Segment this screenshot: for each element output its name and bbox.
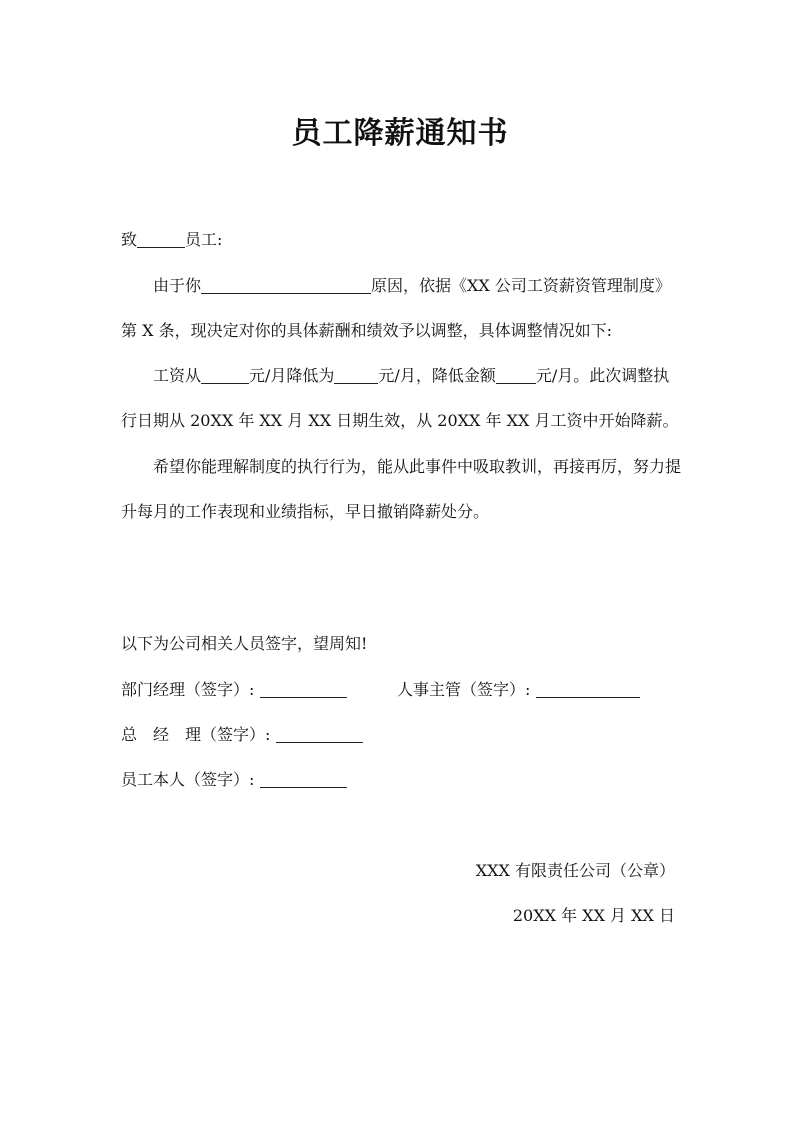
document-date-line	[513, 905, 675, 927]
dept-manager-signature-line	[121, 679, 347, 701]
new-salary-blank[interactable]	[334, 367, 378, 384]
salutation-suffix: 员工:	[185, 230, 223, 249]
employee-label: 员工本人（签字）:	[121, 770, 255, 789]
paragraph1-line2	[121, 320, 612, 342]
p1-text-b: 原因，依据《XX 公司工资薪资管理制度》	[371, 276, 671, 295]
signature-intro	[121, 633, 367, 655]
p2-text-b: 元/月降低为	[249, 366, 335, 385]
salutation-line	[121, 229, 222, 251]
general-manager-label: 总 经 理（签字）:	[121, 725, 271, 744]
hr-manager-signature-line	[397, 679, 640, 701]
p2-text-c: 元/月，降低金额	[378, 366, 496, 385]
general-manager-signature-line	[121, 724, 363, 746]
signature-intro-text: 以下为公司相关人员签字，望周知!	[121, 634, 368, 653]
salutation-prefix: 致	[121, 230, 138, 249]
hr-manager-signature-field[interactable]	[536, 681, 640, 698]
company-seal-line	[476, 860, 675, 882]
paragraph3-line1	[153, 456, 681, 478]
dept-manager-signature-field[interactable]	[260, 681, 347, 698]
original-salary-blank[interactable]	[201, 367, 249, 384]
p2-text-a: 工资从	[153, 366, 202, 385]
paragraph2-line1	[153, 365, 669, 387]
p3-text-b: 升每月的工作表现和业绩指标，早日撤销降薪处分。	[121, 502, 490, 521]
paragraph1-line1	[153, 275, 671, 297]
employee-signature-line	[121, 769, 347, 791]
p2-text-e: 行日期从 20XX 年 XX 月 XX 日期生效，从 20XX 年 XX 月工资中开始降薪。	[121, 411, 679, 430]
document-title: 员工降薪通知书	[291, 116, 509, 151]
p1-text-a: 由于你	[153, 276, 202, 295]
paragraph3-line2	[121, 501, 489, 523]
reduction-amount-blank[interactable]	[496, 367, 536, 384]
p1-text-c: 第 X 条，现决定对你的具体薪酬和绩效予以调整，具体调整情况如下:	[121, 321, 612, 340]
p3-text-a: 希望你能理解制度的执行行为，能从此事件中吸取教训，再接再厉，努力提	[153, 457, 682, 476]
hr-manager-label: 人事主管（签字）:	[397, 680, 531, 699]
employee-signature-field[interactable]	[260, 771, 347, 788]
employee-name-blank[interactable]	[137, 231, 185, 248]
dept-manager-label: 部门经理（签字）:	[121, 680, 255, 699]
paragraph2-line2	[121, 410, 679, 432]
reason-blank[interactable]	[201, 277, 371, 294]
company-name: XXX 有限责任公司（公章）	[475, 861, 675, 880]
general-manager-signature-field[interactable]	[276, 726, 363, 743]
p2-text-d: 元/月。此次调整执	[535, 366, 670, 385]
document-date: 20XX 年 XX 月 XX 日	[512, 906, 675, 925]
